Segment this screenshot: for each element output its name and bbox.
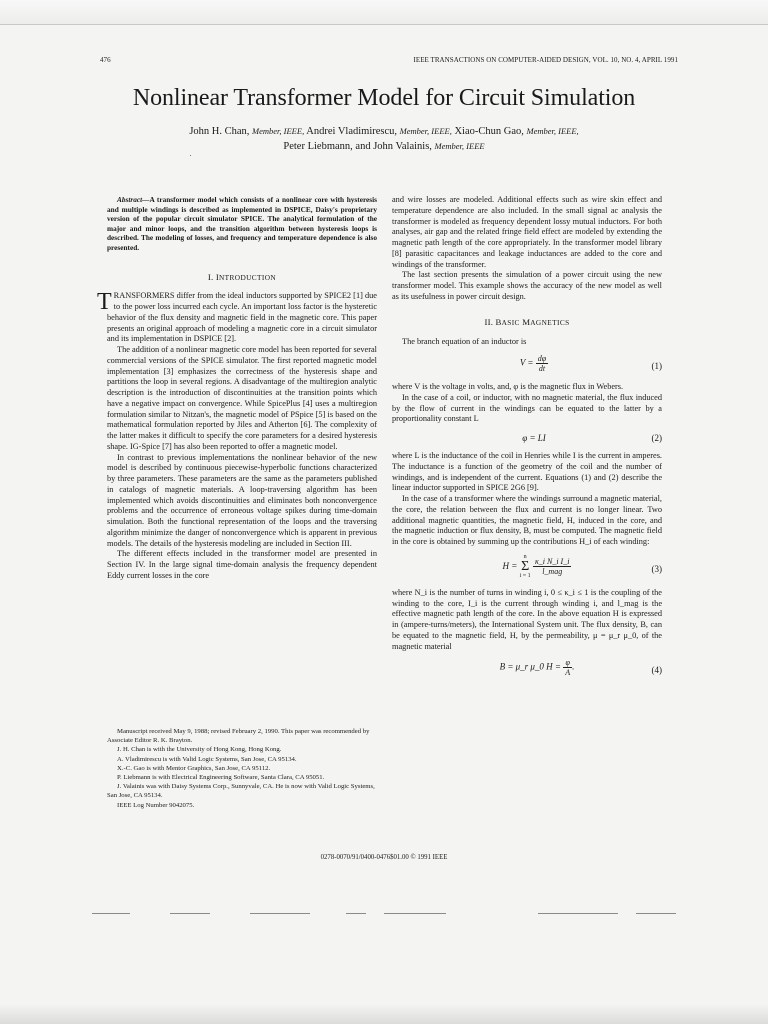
drop-cap: T: [97, 289, 112, 316]
scan-artifact-line: [250, 913, 310, 914]
summation: n Σ i = 1: [519, 553, 531, 579]
scan-top-edge: [0, 0, 768, 25]
fraction: $\frac{\varphi}{A}$: [565, 658, 571, 678]
footnote: IEEE Log Number 9042075.: [117, 801, 195, 809]
section-heading-introduction: I. INTRODUCTION: [207, 271, 277, 282]
scan-artifact-line: [346, 913, 366, 914]
scan-speck: [190, 155, 191, 156]
body-paragraph: The last section presents the simulation of a power circuit using the new transformer model. This example shows the accuracy of the new model as well as its usefulness in power circuit design.: [392, 270, 662, 301]
author-name: John H. Chan,: [189, 126, 250, 137]
scan-artifact-line: [384, 913, 446, 914]
scan-artifact-line: [636, 913, 676, 914]
right-column: [392, 195, 662, 686]
body-paragraph: In the case of a coil, or inductor, with no magnetic material, the flux induced by the flow of current in the windings can be equated to the latter by a proportionality constant L: [392, 392, 662, 424]
footnote: J. Valainis was with Daisy Systems Corp., Sunnyvale, CA. He is now with Valid Logic Systems, San Jose, CA 95134.: [107, 783, 375, 800]
intro-paragraph-4: The different effects included in the transformer model are presented in Section IV. In the large signal time-domain analysis the frequency dependent Eddy current losses in the core: [107, 549, 377, 580]
author-name: Xiao-Chun Gao,: [454, 126, 524, 137]
scan-artifact-line: [538, 913, 618, 914]
intro-paragraph-3: In contrast to previous implementations the nonlinear behavior of the new model is described by continuous piecewise-hyperbolic functions characterized by three parameters. These parameters are the same as the parameters published in catalogs of magnetic materials. A loop-traversing algorithm has been implemented which avoids discontinuities and eliminates both nonconvergence problems and the occurrence of erroneous voltage spikes during time-domain simulation. Both the functional representation of the loops and the traversing algorithm minimize the danger of nonconvergence which is apparent in previous models. The details of the hysteresis modeling are included in Section III.: [107, 452, 377, 548]
equation-number: (3): [651, 563, 662, 574]
footnote: A. Vladimirescu is with Valid Logic Systems, San Jose, CA 95134.: [117, 755, 297, 763]
paper-title: Nonlinear Transformer Model for Circuit Simulation: [132, 85, 636, 111]
equation-lhs: V =: [519, 357, 534, 368]
page-number: 476: [100, 56, 111, 64]
body-paragraph: In the case of a transformer where the windings surround a magnetic material, the core, the relation between the flux and current is no longer linear. Two additional magnetic quantities, the magnetic field, H, induced in the core, and the magnetic induction or flux density, B, must be computed. The magnetic field in the core is obtained by summing up the contributions H_i of each winding:: [392, 494, 662, 546]
copyright-line: 0278-0070/91/0400-0476$01.00 © 1991 IEEE: [320, 854, 448, 861]
equation-number: (1): [651, 361, 662, 371]
scan-artifact-line: [92, 913, 130, 914]
section-heading-basic-magnetics: II. BASIC MAGNETICS: [484, 316, 570, 327]
footnote: P. Liebmann is with Electrical Engineering Software, Santa Clara, CA 95051.: [117, 774, 325, 782]
author-role: Member, IEEE: [434, 141, 485, 151]
abstract-text: A transformer model which consists of a nonlinear core with hysteresis and multiple windings is described as implemented in DSPICE, Daisy's proprietary version of the popular circuit simulator SPICE. The analytical formulation of the major and minor loops, and the transition algorithm between hysteresis loops is described. The modeling of losses, and frequency and temperature dependence is also presented.: [107, 195, 377, 252]
equation-lhs: H =: [502, 560, 518, 571]
equation-lhs: B = μ_r μ_0 H =: [499, 661, 562, 672]
scan-artifact-line: [170, 913, 210, 914]
journal-header: IEEE TRANSACTIONS ON COMPUTER-AIDED DESIGN, VOL. 10, NO. 4, APRIL 1991: [413, 56, 678, 64]
equation-number: (4): [651, 665, 662, 676]
author-role: Member, IEEE,: [252, 126, 305, 136]
abstract-label: Abstract—: [117, 195, 150, 204]
footnote: X.-C. Gao is with Mentor Graphics, San Jose, CA 95112.: [117, 764, 271, 772]
fraction: $\frac{\text{κ\_i N\_i I\_i}}{\text{l\_mag}}$: [534, 557, 570, 577]
footnote: Manuscript received May 9, 1988; revised February 2, 1990. This paper was recommended by Associate Editor R. K. Brayton.: [107, 728, 370, 745]
equation-number: (2): [651, 433, 662, 443]
equation-4: B = μ_r μ_0 H = $\frac{\varphi}{A}$ . (4): [499, 658, 662, 678]
intro-paragraph-2: The addition of a nonlinear magnetic core model has been reported for several commercial versions of the SPICE simulator. The first reported magnetic model implementation [3] emphasizes the correctness of the hysteresis shape and partitions the loop in several regions. A disadvantage of the multiregion analytic description is the introduction of discontinuities at the transition points which have a negative impact on convergence. While SpicePlus [4] uses a multiregion formulation similar to Nitzan's, the magnetic model of PSpice [5] is based on the mathematical formulation reported by Jiles and Atherton [6]. The complexity of the latter makes it difficult to specify the core parameters for a desired hysteresis shape. IG-Spice [7] has also been reported to offer a magnetic model.: [107, 345, 377, 451]
footnotes: [107, 727, 377, 810]
intro-paragraph-1: TRANSFORMERS differ from the ideal inductors supported by SPICE2 [1] due to the power loss incurred each cycle. An important loss factor is the hysteretic behavior of the flux density and magnetic field in the magnetic core. This paper presents an original approach of modeling a magnetic core in a circuit simulator and its implementation in DSPICE [2].: [97, 289, 377, 344]
equation-3: [392, 552, 662, 586]
scan-bottom-edge: [0, 1004, 768, 1024]
author-role: Member, IEEE,: [526, 126, 579, 136]
left-column: [97, 195, 377, 582]
author-role: Member, IEEE,: [399, 126, 452, 136]
author-name: Peter Liebmann, and John Valainis,: [283, 141, 432, 152]
body-paragraph: The branch equation of an inductor is: [402, 337, 527, 347]
body-paragraph: where L is the inductance of the coil in Henries while I is the current in amperes. The inductance is a function of the geometry of the coil and the number of windings, and is independent of the current. Equations (1) and (2) describe the linear inductor supported in SPICE 2G6 [9].: [392, 451, 662, 493]
equation-1: [392, 352, 662, 380]
footnote: J. H. Chan is with the University of Hong Kong, Hong Kong.: [117, 746, 282, 754]
equation-2: φ = LI (2): [522, 433, 662, 443]
body-paragraph: where N_i is the number of turns in winding i, 0 ≤ κ_i ≤ 1 is the coupling of the winding to the core, I_i is the current through winding i, and l_mag is the effective magnetic path length of the core. In the above equation H is expressed in (ampere-turns/meters), the International System unit. The flux density, B, can be equated to the magnetic field, H, by the permeability, μ = μ_r μ_0, of the magnetic material: [392, 587, 662, 651]
author-name: Andrei Vladimirescu,: [306, 126, 398, 137]
author-list: [120, 124, 648, 154]
abstract: [107, 195, 377, 253]
fraction: $\frac{d\varphi}{dt}$: [537, 354, 547, 373]
body-paragraph: where V is the voltage in volts, and, φ is the magnetic flux in Webers.: [392, 382, 624, 391]
body-paragraph: and wire losses are modeled. Additional effects such as wire skin effect and temperature dependence are also included. In the small signal ac analysis the transformer is modeled as frequency dependent lossy mutual inductors. For both analyses, air gap and the related fringe field effect are modeled by extending the magnetic path length of the core appropriately. In the transformer model library [8] parasitic capacitances and leakage inductances are added to the core and windings of the transformer.: [392, 195, 662, 269]
